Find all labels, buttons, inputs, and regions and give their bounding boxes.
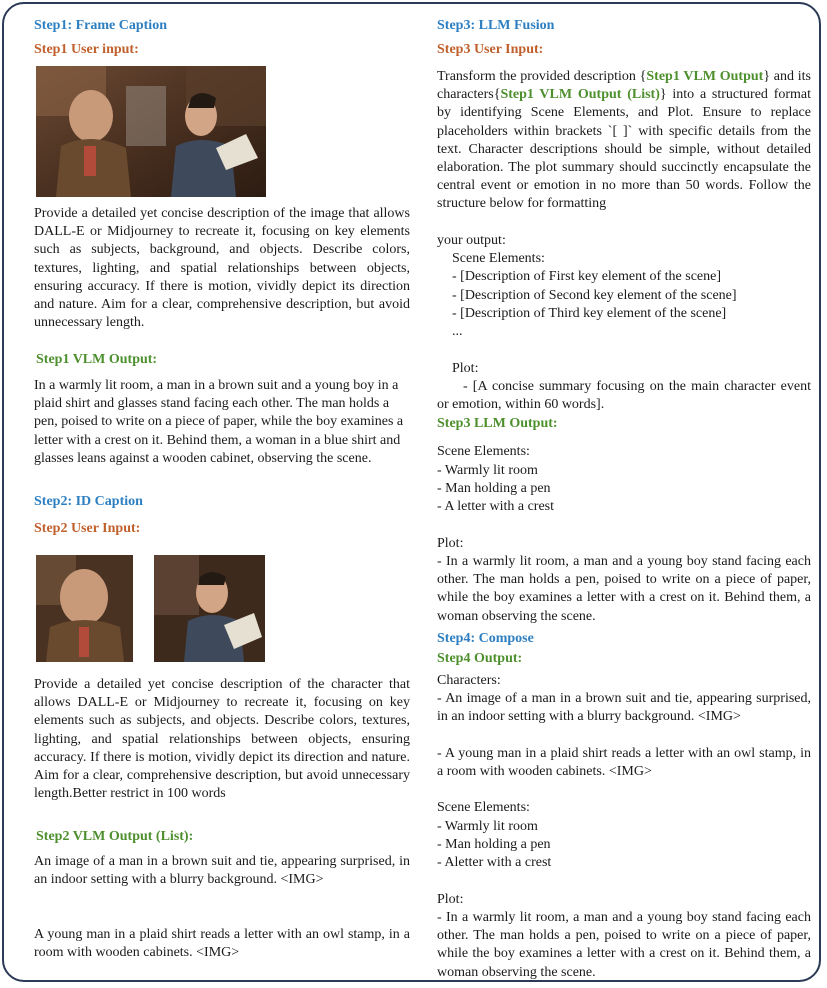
step3-template-element-1: - [Description of First key element of the scene] — [452, 269, 722, 284]
step4-element-2: - Man holding a pen — [437, 837, 551, 852]
step3-template-plot: Plot: — [452, 361, 479, 376]
step3-title: Step3: LLM Fusion — [437, 18, 555, 33]
step3-prompt — [437, 68, 811, 214]
step4-characters-label: Characters: — [437, 673, 501, 688]
step2-prompt: Provide a detailed yet concise description of the character that allows DALL-E or Midjourney to recreate it, focusing on key elements such as subjects, and objects. Describe colors, textures, lighting, and spatial relationships between objects, ensuring accuracy. If there is motion, vividly depict its direction and nature. Aim for a clear, comprehensive description, but avoid unnecessary length.Better restrict in 100 words — [34, 677, 410, 802]
step2-title: Step2: ID Caption — [34, 494, 143, 509]
step3-prompt-part3: } into a structured format by identifying Scene Elements, and Plot. Ensure to replace placeholders within brackets `[ ]` with specific details from the text. Character descriptions should be simple, without detailed elaboration. The plot summary should succinctly encapsulate the central event or emotion in no more than 50 words. Follow the structure below for formatting — [437, 87, 812, 212]
step2-user-input-title: Step2 User Input: — [34, 521, 141, 536]
step3-prompt-part1: Transform the provided description { — [437, 69, 647, 84]
step2-vlm-title: Step2 VLM Output (List): — [36, 829, 194, 844]
step3-template-element-3: - [Description of Third key element of the scene] — [452, 306, 727, 321]
step1-frame-image — [36, 66, 266, 197]
step3-out-scene-elements: Scene Elements: — [437, 444, 530, 459]
step4-plot-label: Plot: — [437, 892, 464, 907]
step3-template-scene-elements: Scene Elements: — [452, 251, 545, 266]
step1-vlm-title: Step1 VLM Output: — [36, 352, 158, 367]
step4-plot-text: - In a warmly lit room, a man and a young boy stand facing each other. The man holds a pen, poised to write on a piece of paper, while the boy examines a letter with a crest on it. Behind them, a woman observing the scene. — [437, 910, 811, 980]
step1-prompt: Provide a detailed yet concise description of the image that allows DALL-E or Midjourney to recreate it, focusing on key elements such as subjects, background, and objects. Describe colors, textures, lighting, and spatial relationships between objects, ensuring accuracy. If there is motion, vividly depict its direction and nature. Aim for a clear, comprehensive description, but avoid unnecessary length. — [34, 206, 410, 331]
step3-out-element-3: - A letter with a crest — [437, 499, 555, 514]
step3-llm-title: Step3 LLM Output: — [437, 416, 558, 431]
step4-output-title: Step4 Output: — [437, 651, 523, 666]
step3-ref-step1-output: Step1 VLM Output — [646, 69, 764, 84]
step3-ref-step1-list: Step1 VLM Output (List) — [500, 87, 660, 103]
step4-scene-elements: Scene Elements: — [437, 800, 530, 815]
step1-title: Step1: Frame Caption — [34, 18, 167, 33]
step4-character-2: - A young man in a plaid shirt reads a letter with an owl stamp, in a room with wooden cabinets. <IMG> — [437, 746, 811, 780]
step3-prompt-part2: } and its characters{ — [437, 69, 811, 103]
step3-out-element-2: - Man holding a pen — [437, 481, 551, 496]
step2-id-image-boy — [154, 555, 265, 662]
step2-vlm-output-2: A young man in a plaid shirt reads a letter with an owl stamp, in a room with wooden cabinets. <IMG> — [34, 927, 410, 961]
step1-user-input-title: Step1 User input: — [34, 42, 139, 57]
step3-template-plot-text: - [A concise summary focusing on the main character event or emotion, within 60 words]. — [437, 379, 811, 413]
step2-id-image-man — [36, 555, 133, 662]
step3-your-output: your output: — [437, 233, 506, 248]
step4-title: Step4: Compose — [437, 631, 534, 646]
step3-template-ellipsis: ... — [452, 324, 463, 339]
step2-vlm-output-1: An image of a man in a brown suit and tie, appearing surprised, in an indoor setting with a blurry background. <IMG> — [34, 854, 410, 888]
step4-character-1: - An image of a man in a brown suit and tie, appearing surprised, in an indoor setting with a blurry background. <IMG> — [437, 691, 811, 725]
step3-out-plot-text: - In a warmly lit room, a man and a young boy stand facing each other. The man holds a pen, poised to write on a piece of paper, while the boy examines a letter with a crest on it. Behind them, a woman observing the scene. — [437, 554, 811, 624]
step1-vlm-output: In a warmly lit room, a man in a brown suit and a young boy in a plaid shirt and glasses stand facing each other. The man holds a pen, poised to write on a piece of paper, while the boy examines a letter with a crest on it. Behind them, a woman in a blue shirt and glasses leans against a wooden cabinet, observing the scene. — [34, 378, 404, 466]
step3-user-input-title: Step3 User Input: — [437, 42, 544, 57]
step3-template-element-2: - [Description of Second key element of the scene] — [452, 288, 737, 303]
step3-out-element-1: - Warmly lit room — [437, 463, 538, 478]
step4-element-3: - Aletter with a crest — [437, 855, 552, 870]
step4-element-1: - Warmly lit room — [437, 819, 538, 834]
step3-out-plot-label: Plot: — [437, 536, 464, 551]
